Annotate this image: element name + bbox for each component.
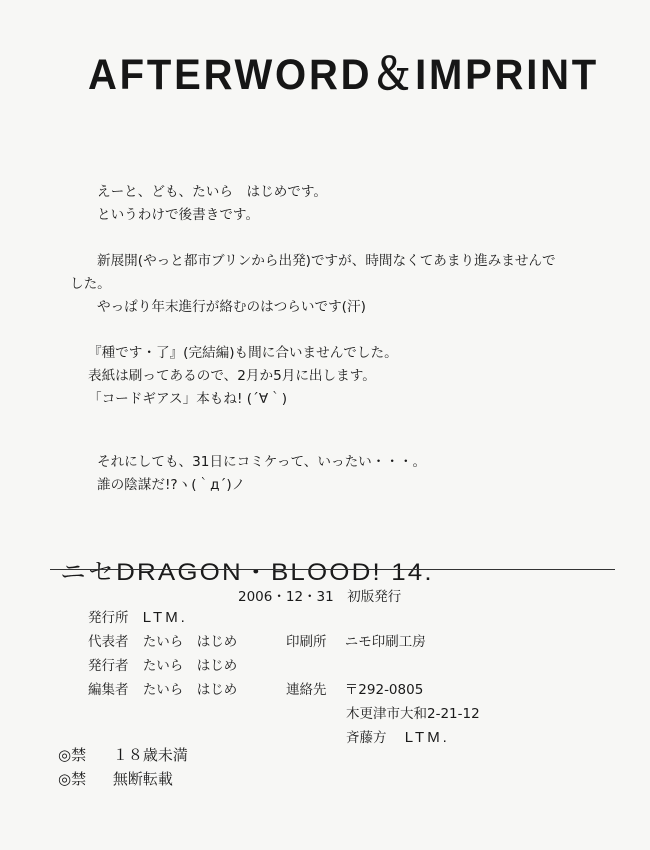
afterword-line: というわけで後書きです。 <box>97 207 260 223</box>
printer-label: 印刷所 <box>286 634 327 650</box>
care-of-name: LTM. <box>404 729 450 746</box>
care-of-label: 斉藤方 <box>346 730 387 746</box>
afterword-line: えーと、ども、たいら はじめです。 <box>97 184 328 200</box>
afterword-line: 誰の陰謀だ!?ヽ(｀д´)ノ <box>97 477 246 493</box>
warning-mark: ◎禁 <box>58 770 87 788</box>
contact-address: 木更津市大和2-21-12 <box>346 706 480 722</box>
divider <box>50 569 615 570</box>
afterword-line: やっぱり年末進行が絡むのはつらいです(汗) <box>97 299 366 315</box>
afterword-line: それにしても、31日にコミケって、いったい・・・。 <box>97 454 427 470</box>
contact-label: 連絡先 <box>286 682 327 698</box>
afterword-line: 表紙は刷ってあるので、2月か5月に出します。 <box>88 368 376 384</box>
issuer-value: たいら はじめ <box>142 658 238 674</box>
warning-text: １８歳未満 <box>112 746 188 764</box>
afterword-text <box>70 181 610 497</box>
editor-value: たいら はじめ <box>142 682 238 698</box>
book-title: ニセDRAGON・BLOOD! 14. <box>60 559 434 586</box>
publisher-value: LTM. <box>142 609 188 626</box>
representative-label: 代表者 <box>88 634 129 650</box>
warning-mark: ◎禁 <box>58 746 87 764</box>
contact-postal: 〒292-0805 <box>344 682 424 698</box>
warning-reprint <box>58 768 173 789</box>
representative-value: たいら はじめ <box>142 634 238 650</box>
editor-label: 編集者 <box>88 682 129 698</box>
afterword-line: 『種です・了』(完結編)も間に合いませんでした。 <box>88 345 398 361</box>
page-title: AFTERWORD＆IMPRINT <box>88 51 599 99</box>
printer-value: ニモ印刷工房 <box>344 634 426 650</box>
publication-date: 2006・12・31 初版発行 <box>238 589 402 605</box>
afterword-line: 新展開(やっと都市ブリンから出発)ですが、時間なくてあまり進みませんで <box>97 253 556 269</box>
publisher-label: 発行所 <box>88 610 129 626</box>
afterword-line: した。 <box>70 276 111 292</box>
issuer-label: 発行者 <box>88 658 129 674</box>
warning-text: 無断転載 <box>112 770 173 788</box>
afterword-line: 「コードギアス」本もね! (´∀｀) <box>88 391 288 407</box>
warning-adult <box>58 744 188 765</box>
